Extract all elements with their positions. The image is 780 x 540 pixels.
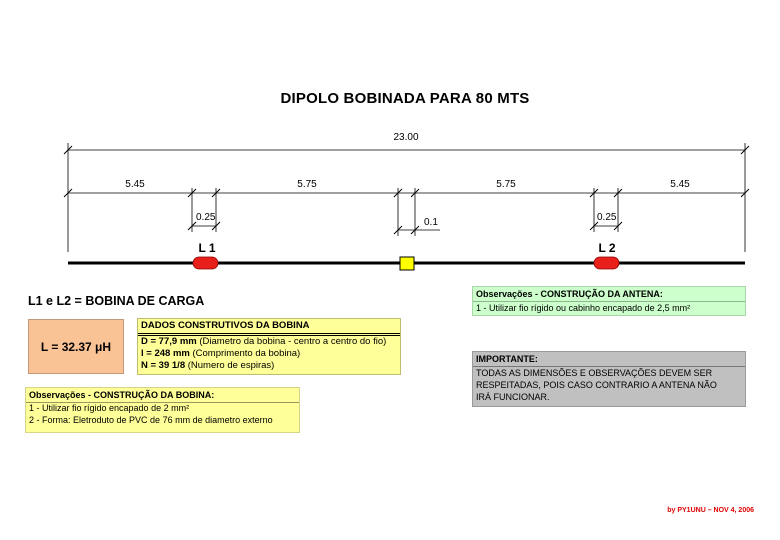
dim-left-inner-label: 5.75 [297, 179, 317, 190]
dim-right-inner-label: 5.75 [496, 179, 516, 190]
coil-notes [25, 387, 300, 433]
center-insulator [400, 257, 414, 270]
inductance-value: L = 32.37 μH [28, 319, 124, 374]
dimension-segments [64, 179, 749, 236]
dimension-gaps [188, 212, 622, 234]
dim-total-label: 23.00 [393, 132, 419, 143]
important-heading: IMPORTANTE: [473, 352, 745, 367]
dimension-total [64, 132, 749, 252]
coil-construction-data [137, 318, 401, 375]
dim-gap-center-label: 0.1 [424, 217, 438, 228]
construction-row: D = 77,9 mm (Diametro da bobina - centro a centro do fio) [141, 336, 387, 347]
important-notice [472, 351, 746, 407]
coil-notes-heading: Observações - CONSTRUÇÃO DA BOBINA: [26, 388, 299, 403]
coil-l1 [193, 257, 218, 269]
important-line: TODAS AS DIMENSÕES E OBSERVAÇÕES DEVEM SER [476, 368, 713, 378]
important-line: RESPEITADAS, POIS CASO CONTRARIO A ANTENA NÃO [476, 380, 717, 390]
dim-gap-l1-label: 0.25 [196, 212, 216, 223]
load-coil-heading: L1 e L2 = BOBINA DE CARGA [28, 294, 205, 308]
coil-l1-label: L 1 [198, 241, 216, 255]
page-title: DIPOLO BOBINADA PARA 80 MTS [280, 90, 530, 107]
coil-note-item: 1 - Utilizar fio rígido encapado de 2 mm² [29, 403, 190, 413]
antenna-note-item: 1 - Utilizar fio rígido ou cabinho encapado de 2,5 mm² [476, 303, 691, 313]
construction-row: N = 39 1/8 (Numero de espiras) [141, 360, 275, 371]
author-credit: by PY1UNU – NOV 4, 2006 [667, 507, 754, 514]
important-line: IRÁ FUNCIONAR. [476, 392, 550, 402]
construction-row: l = 248 mm (Comprimento da bobina) [141, 348, 301, 359]
coil-note-item: 2 - Forma: Eletroduto de PVC de 76 mm de diametro externo [29, 414, 273, 425]
dim-right-outer-label: 5.45 [670, 179, 690, 190]
dim-left-outer-label: 5.45 [125, 179, 145, 190]
antenna-notes [472, 286, 746, 316]
dim-gap-l2-label: 0.25 [597, 212, 617, 223]
construction-heading: DADOS CONSTRUTIVOS DA BOBINA [138, 319, 400, 336]
antenna-notes-heading: Observações - CONSTRUÇÃO DA ANTENA: [473, 287, 745, 302]
coil-l2 [594, 257, 619, 269]
coil-l2-label: L 2 [598, 241, 616, 255]
